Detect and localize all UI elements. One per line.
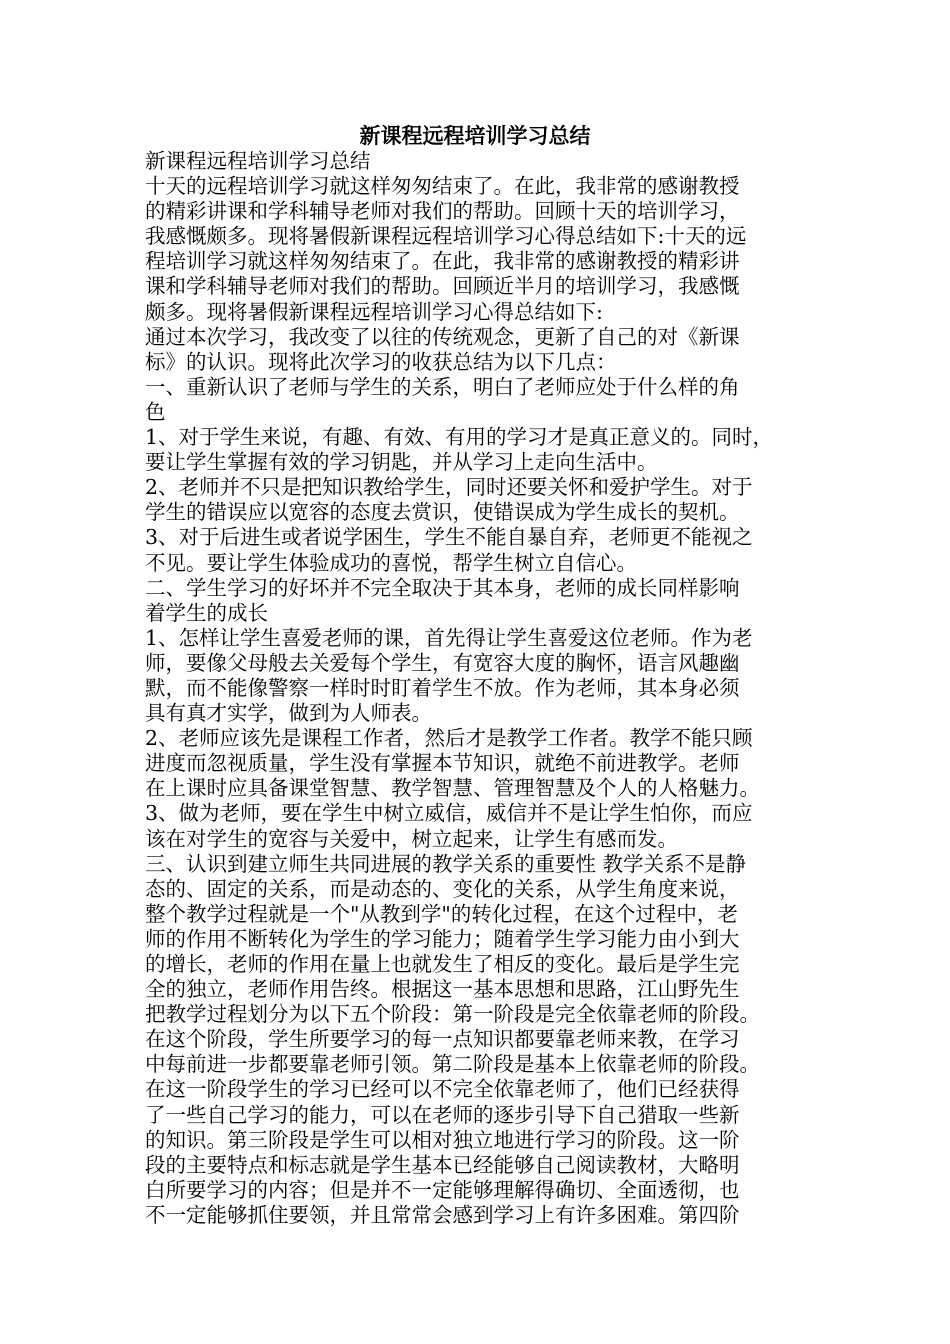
body-text-line: 色 bbox=[145, 399, 166, 424]
body-text-line: 白所要学习的内容；但是并不一定能够理解得确切、全面透彻，也 bbox=[145, 1177, 740, 1202]
body-text-line: 具有真才实学，做到为人师表。 bbox=[145, 701, 432, 726]
body-text-line: 程培训学习就这样匆匆结束了。在此，我非常的感谢教授的精彩讲 bbox=[145, 249, 740, 274]
body-text-line: 通过本次学习，我改变了以往的传统观念，更新了自己的对《新课 bbox=[145, 324, 740, 349]
body-text-line: 全的独立，老师作用告终。根据这一基本思想和思路，江山野先生 bbox=[145, 977, 740, 1002]
body-text-line: 一、重新认识了老师与学生的关系，明白了老师应处于什么样的角 bbox=[145, 374, 740, 399]
body-text-line: 十天的远程培训学习就这样匆匆结束了。在此，我非常的感谢教授 bbox=[145, 174, 740, 199]
body-text-line: 1、对于学生来说，有趣、有效、有用的学习才是真正意义的。同时， bbox=[145, 425, 774, 450]
body-text-line: 段的主要特点和标志就是学生基本已经能够自己阅读教材，大略明 bbox=[145, 1152, 740, 1177]
body-text-line: 的精彩讲课和学科辅导老师对我们的帮助。回顾十天的培训学习， bbox=[145, 199, 740, 224]
body-text-line: 2、老师应该先是课程工作者，然后才是教学工作者。教学不能只顾 bbox=[145, 726, 753, 751]
body-text-line: 中每前进一步都要靠老师引领。第二阶段是基本上依靠老师的阶段。 bbox=[145, 1052, 760, 1077]
body-text-line: 2、老师并不只是把知识教给学生，同时还要关怀和爱护学生。对于 bbox=[145, 475, 753, 500]
document-body bbox=[145, 149, 815, 1228]
body-text-line: 默，而不能像警察一样时时盯着学生不放。作为老师，其本身必须 bbox=[145, 675, 740, 700]
body-text-line: 1、怎样让学生喜爱老师的课，首先得让学生喜爱这位老师。作为老 bbox=[145, 625, 753, 650]
body-text-line: 了一些自己学习的能力，可以在老师的逐步引导下自己猎取一些新 bbox=[145, 1102, 740, 1127]
body-text-line: 颇多。现将暑假新课程远程培训学习心得总结如下: bbox=[145, 299, 603, 324]
body-text-line: 的增长，老师的作用在量上也就发生了相反的变化。最后是学生完 bbox=[145, 952, 740, 976]
body-text-line: 在这个阶段，学生所要学习的每一点知识都要靠老师来教，在学习 bbox=[145, 1027, 740, 1052]
body-text-line: 不一定能够抓住要领，并且常常会感到学习上有许多困难。第四阶 bbox=[145, 1202, 740, 1227]
body-text-line: 要让学生掌握有效的学习钥匙，并从学习上走向生活中。 bbox=[145, 450, 658, 475]
body-text-line: 进度而忽视质量，学生没有掌握本节知识，就绝不前进教学。老师 bbox=[145, 751, 740, 776]
body-text-line: 师，要像父母般去关爱每个学生，有宽容大度的胸怀，语言风趣幽 bbox=[145, 650, 740, 675]
body-text-line: 整个教学过程就是一个"从教到学"的转化过程，在这个过程中，老 bbox=[145, 901, 738, 926]
body-text-line: 我感慨颇多。现将暑假新课程远程培训学习心得总结如下:十天的远 bbox=[145, 224, 747, 249]
body-text-line: 课和学科辅导老师对我们的帮助。回顾近半月的培训学习，我感慨 bbox=[145, 274, 740, 299]
body-text-line: 把教学过程划分为以下五个阶段：第一阶段是完全依靠老师的阶段。 bbox=[145, 1002, 760, 1027]
document-title: 新课程远程培训学习总结 bbox=[359, 124, 591, 148]
body-text-line: 二、学生学习的好坏并不完全取决于其本身，老师的成长同样影响 bbox=[145, 575, 740, 600]
body-text-line: 不见。要让学生体验成功的喜悦，帮学生树立自信心。 bbox=[145, 550, 637, 575]
body-text-line: 在这一阶段学生的学习已经可以不完全依靠老师了，他们已经获得 bbox=[145, 1077, 740, 1102]
body-text-line: 着学生的成长 bbox=[145, 600, 268, 625]
body-text-line: 标》的认识。现将此次学习的收获总结为以下几点： bbox=[145, 349, 617, 374]
body-text-line: 该在对学生的宽容与关爱中，树立起来，让学生有感而发。 bbox=[145, 826, 678, 851]
body-text-line: 三、认识到建立师生共同进展的教学关系的重要性 教学关系不是静 bbox=[145, 851, 747, 876]
body-text-line: 的知识。第三阶段是学生可以相对独立地进行学习的阶段。这一阶 bbox=[145, 1127, 740, 1152]
body-text-line: 师的作用不断转化为学生的学习能力；随着学生学习能力由小到大 bbox=[145, 926, 740, 951]
body-text-line: 新课程远程培训学习总结 bbox=[145, 149, 371, 173]
body-text-line: 态的、固定的关系，而是动态的、变化的关系，从学生角度来说， bbox=[145, 876, 740, 901]
body-text-line: 3、做为老师，要在学生中树立威信，威信并不是让学生怕你，而应 bbox=[145, 801, 753, 826]
body-text-line: 学生的错误应以宽容的态度去赏识，使错误成为学生成长的契机。 bbox=[145, 500, 740, 525]
body-text-line: 在上课时应具备课堂智慧、教学智慧、管理智慧及个人的人格魅力。 bbox=[145, 776, 760, 801]
body-text-line: 3、对于后进生或者说学困生，学生不能自暴自弃，老师更不能视之 bbox=[145, 525, 753, 550]
